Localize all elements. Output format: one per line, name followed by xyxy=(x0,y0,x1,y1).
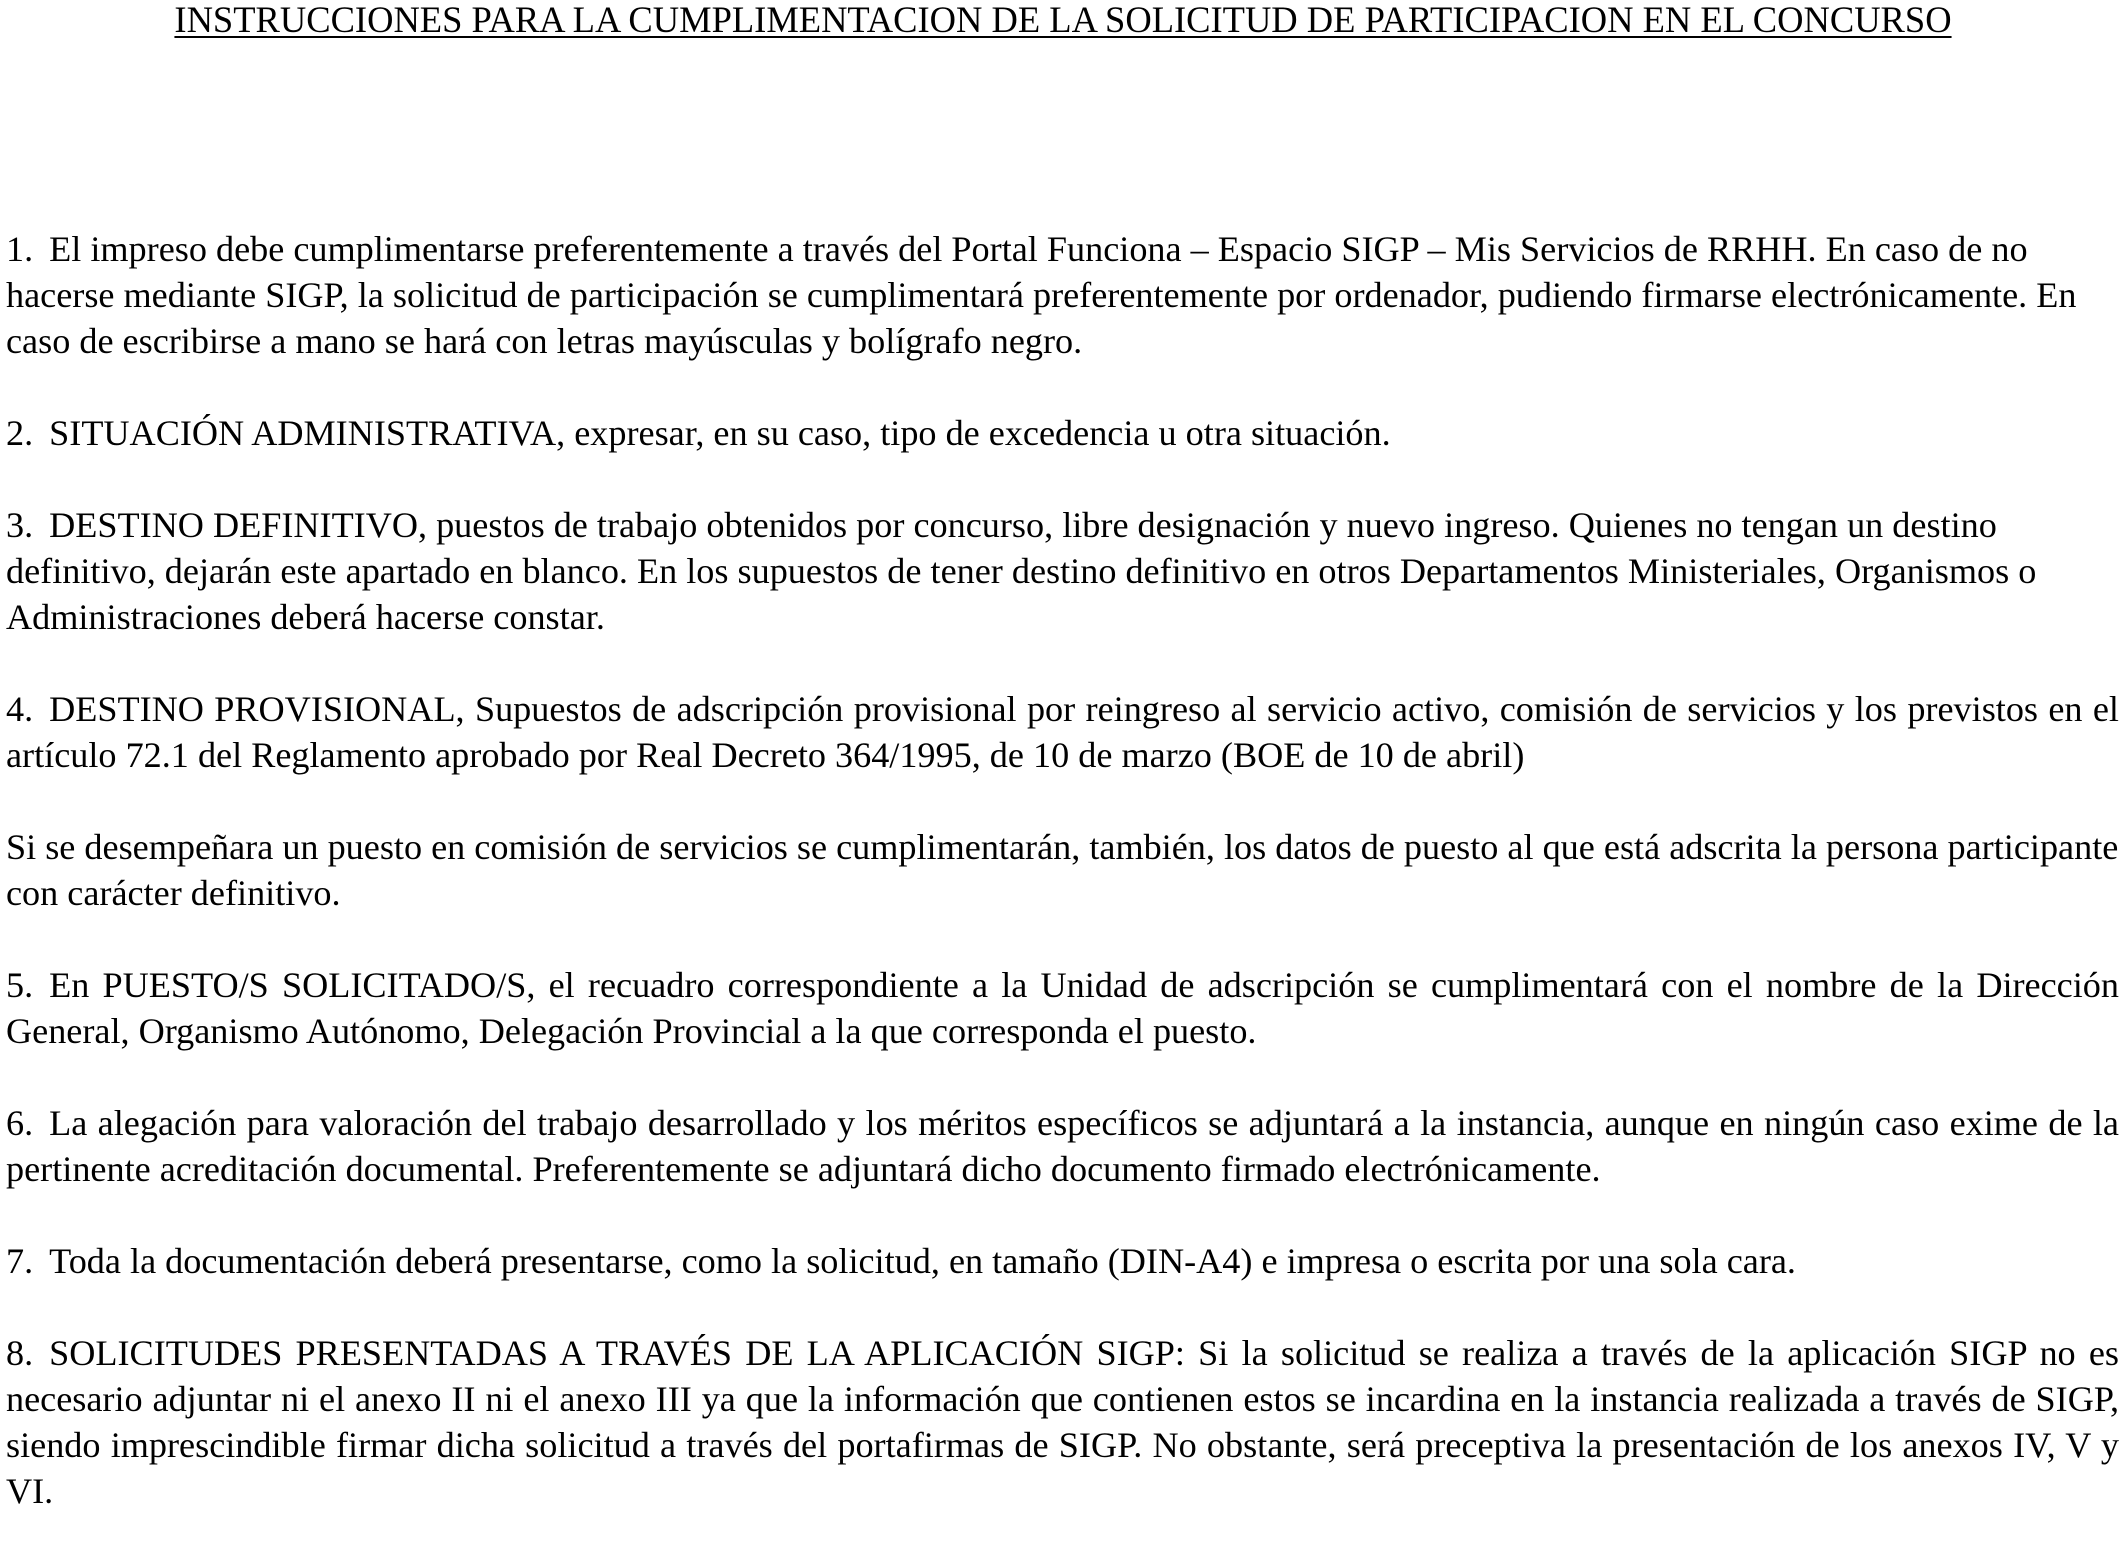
document-title: INSTRUCCIONES PARA LA CUMPLIMENTACION DE LA SOLICITUD DE PARTICIPACION EN EL CONCURSO xyxy=(174,0,1952,40)
item-text: DESTINO DEFINITIVO, puestos de trabajo obtenidos por concurso, libre designación y nuevo ingreso. Quienes no tengan un destino definitivo, dejarán este apartado en blanco. En los supuestos de tener destino definitivo en otros Departamentos Ministeriales, Organismos o Administraciones deberá hacerse constar. xyxy=(6,505,2037,637)
item-number: 1. xyxy=(6,229,34,269)
instruction-item-1 xyxy=(6,226,2119,364)
item-text: SOLICITUDES PRESENTADAS A TRAVÉS DE LA APLICACIÓN SIGP: Si la solicitud se realiza a través de la aplicación SIGP no es necesario adjuntar ni el anexo II ni el anexo III ya que la información que contienen estos se incardina en la instancia realizada a través de SIGP, siendo imprescindible firmar dicha solicitud a través del portafirmas de SIGP. No obstante, será preceptiva la presentación de los anexos IV, V y VI. xyxy=(6,1333,2119,1511)
item-number: 7. xyxy=(6,1241,34,1281)
item-text: Toda la documentación deberá presentarse, como la solicitud, en tamaño (DIN-A4) e impresa o escrita por una sola cara. xyxy=(49,1241,1796,1281)
item-text: La alegación para valoración del trabajo desarrollado y los méritos específicos se adjuntará a la instancia, aunque en ningún caso exime de la pertinente acreditación documental. Preferentemente se adjuntará dicho documento firmado electrónicamente. xyxy=(6,1103,2119,1189)
item-text: DESTINO PROVISIONAL, Supuestos de adscripción provisional por reingreso al servicio activo, comisión de servicios y los previstos en el artículo 72.1 del Reglamento aprobado por Real Decreto 364/1995, de 10 de marzo (BOE de 10 de abril) xyxy=(6,689,2119,775)
instruction-item-3 xyxy=(6,502,2119,640)
instruction-item-7 xyxy=(6,1238,2119,1284)
instruction-item-5 xyxy=(6,962,2119,1054)
item-number: 4. xyxy=(6,689,34,729)
item-number: 5. xyxy=(6,965,34,1005)
instruction-item-8 xyxy=(6,1330,2119,1514)
item-number: 6. xyxy=(6,1103,34,1143)
instructions-list xyxy=(6,226,2119,1560)
item-number: 3. xyxy=(6,505,34,545)
instruction-item-2 xyxy=(6,410,2119,456)
instruction-item-6 xyxy=(6,1100,2119,1192)
instruction-item-4 xyxy=(6,686,2119,778)
item-text: SITUACIÓN ADMINISTRATIVA, expresar, en su caso, tipo de excedencia u otra situación. xyxy=(49,413,1391,453)
item-text: En PUESTO/S SOLICITADO/S, el recuadro correspondiente a la Unidad de adscripción se cumplimentará con el nombre de la Dirección General, Organismo Autónomo, Delegación Provincial a la que corresponda el puesto. xyxy=(6,965,2119,1051)
item-text: Si se desempeñara un puesto en comisión de servicios se cumplimentarán, también, los datos de puesto al que está adscrita la persona participante con carácter definitivo. xyxy=(6,827,2119,913)
item-number: 2. xyxy=(6,413,34,453)
item-text: El impreso debe cumplimentarse preferentemente a través del Portal Funciona – Espacio SIGP – Mis Servicios de RRHH. En caso de no hacerse mediante SIGP, la solicitud de participación se cumplimentará preferentemente por ordenador, pudiendo firmarse electrónicamente. En caso de escribirse a mano se hará con letras mayúsculas y bolígrafo negro. xyxy=(6,229,2077,361)
instruction-item-4-note xyxy=(6,824,2119,916)
item-number: 8. xyxy=(6,1333,34,1373)
